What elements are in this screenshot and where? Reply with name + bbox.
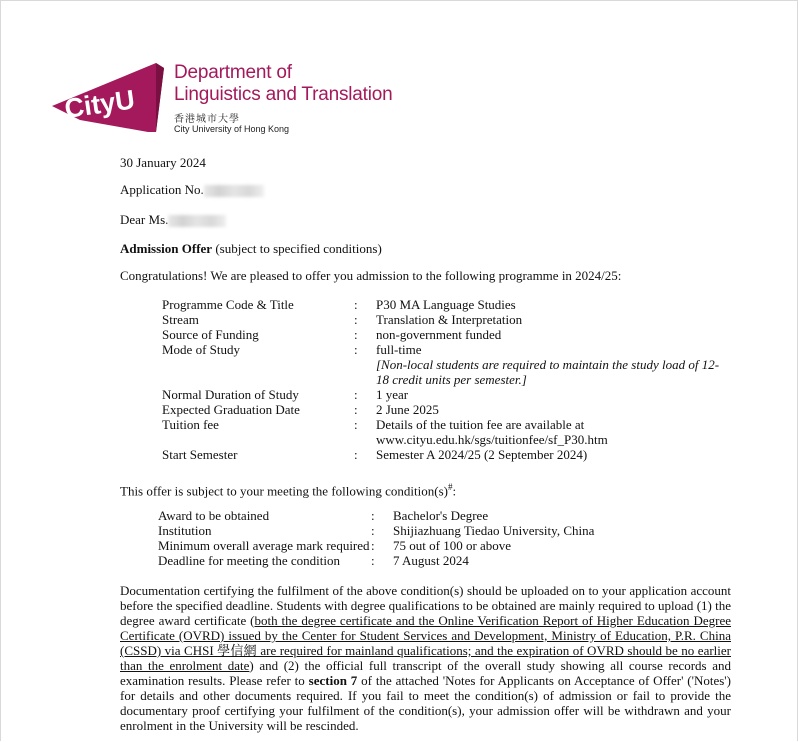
mode-note: [376, 357, 719, 387]
mode-note-line-2: 18 credit units per semester.]: [376, 372, 527, 387]
condition-colon: :: [371, 523, 375, 538]
programme-colon: :: [354, 417, 358, 432]
university-chinese-name: 香港城市大學: [174, 114, 240, 125]
condition-label: Award to be obtained: [158, 508, 270, 523]
condition-value: 75 out of 100 or above: [393, 538, 512, 553]
condition-intro-text: This offer is subject to your meeting the following condition(s): [120, 483, 448, 499]
programme-value: Details of the tuition fee are available at: [376, 417, 585, 432]
programme-value: Translation & Interpretation: [376, 312, 523, 327]
programme-label: Source of Funding: [162, 327, 259, 342]
cityu-logo: [52, 60, 164, 132]
condition-intro-colon: :: [452, 483, 457, 499]
application-label: Application No.: [120, 182, 204, 197]
programme-colon: :: [354, 402, 358, 417]
application-number: [120, 182, 264, 197]
programme-colon: :: [354, 312, 358, 327]
programme-colon: :: [354, 342, 358, 357]
programme-value: full-time: [376, 342, 422, 357]
programme-value: Semester A 2024/25 (2 September 2024): [376, 447, 588, 462]
programme-label: Normal Duration of Study: [162, 387, 299, 402]
letter-date: 30 January 2024: [120, 155, 206, 170]
condition-label: Institution: [158, 523, 212, 538]
condition-colon: :: [371, 553, 375, 568]
congratulations-text: Congratulations! We are pleased to offer you admission to the following programme in 2024/25:: [120, 268, 622, 283]
para-part-b: ) and (2) the official full transcript of the overall study showing all course records and examination results. Please refer to: [120, 658, 731, 688]
dept-line-2: Linguistics and Translation: [174, 84, 393, 105]
department-name: [174, 62, 393, 106]
programme-value: 1 year: [376, 387, 409, 402]
programme-colon: :: [354, 447, 358, 462]
condition-value: Shijiazhuang Tiedao University, China: [393, 523, 595, 538]
programme-value: 2 June 2025: [376, 402, 439, 417]
programme-colon: :: [354, 387, 358, 402]
programme-label: Programme Code & Title: [162, 297, 294, 312]
tuition-url: www.cityu.edu.hk/sgs/tuitionfee/sf_P30.htm: [376, 432, 608, 447]
redacted-name: [168, 215, 226, 227]
condition-footnote-mark: #: [447, 482, 453, 492]
programme-value: non-government funded: [376, 327, 502, 342]
offer-heading-rest: (subject to specified conditions): [212, 241, 382, 256]
dept-line-1: Department of: [174, 62, 292, 83]
condition-colon: :: [371, 508, 375, 523]
programme-label: Tuition fee: [162, 417, 219, 432]
salutation: [120, 212, 226, 227]
para-underlined: both the degree certificate and the Online Verification Report of Higher Education Degree Certificate (OVRD) issued by the Center for Student Services and Development, Ministry of Education, P.R. China (CSSD) via CHSI 學信網 are required for mainland qualifications; and the expiration of OVRD should be no earlier than the enrolment date: [120, 613, 731, 673]
offer-heading: [120, 241, 382, 256]
condition-intro: [120, 480, 456, 498]
condition-value: Bachelor's Degree: [393, 508, 489, 523]
mode-note-line-1: [Non-local students are required to maintain the study load of 12-: [376, 357, 720, 372]
para-part-c: of the attached 'Notes for Applicants on Acceptance of Offer' ('Notes') for details and other documents required. If you fail to meet the condition(s) of admission or fail to provide the documentary proof certifying your fulfilment of the condition(s), your admission offer will be withdrawn and your enrolment in the University will be rescinded.: [120, 673, 731, 733]
programme-label: Stream: [162, 312, 199, 327]
programme-label: Expected Graduation Date: [162, 402, 300, 417]
salutation-label: Dear Ms.: [120, 212, 169, 227]
programme-value: P30 MA Language Studies: [376, 297, 516, 312]
programme-colon: :: [354, 297, 358, 312]
offer-heading-bold: Admission Offer: [120, 241, 213, 256]
logo-text: CityU: [62, 84, 137, 124]
condition-label: Minimum overall average mark required: [158, 538, 370, 553]
condition-colon: :: [371, 538, 375, 553]
para-section-ref: section 7: [308, 673, 358, 688]
para-part-a: Documentation certifying the fulfilment of the above condition(s) should be uploaded on to your application account before the specified deadline. Students with degree qualifications to be obtained are mainly required to upload (1) the degree award certificate (: [120, 583, 731, 628]
condition-value: 7 August 2024: [393, 553, 469, 568]
documentation-paragraph: [120, 583, 731, 733]
programme-label: Mode of Study: [162, 342, 240, 357]
condition-label: Deadline for meeting the condition: [158, 553, 340, 568]
programme-label: Start Semester: [162, 447, 238, 462]
programme-colon: :: [354, 327, 358, 342]
redacted-application-number: [204, 185, 264, 197]
university-english-name: City University of Hong Kong: [174, 124, 290, 134]
